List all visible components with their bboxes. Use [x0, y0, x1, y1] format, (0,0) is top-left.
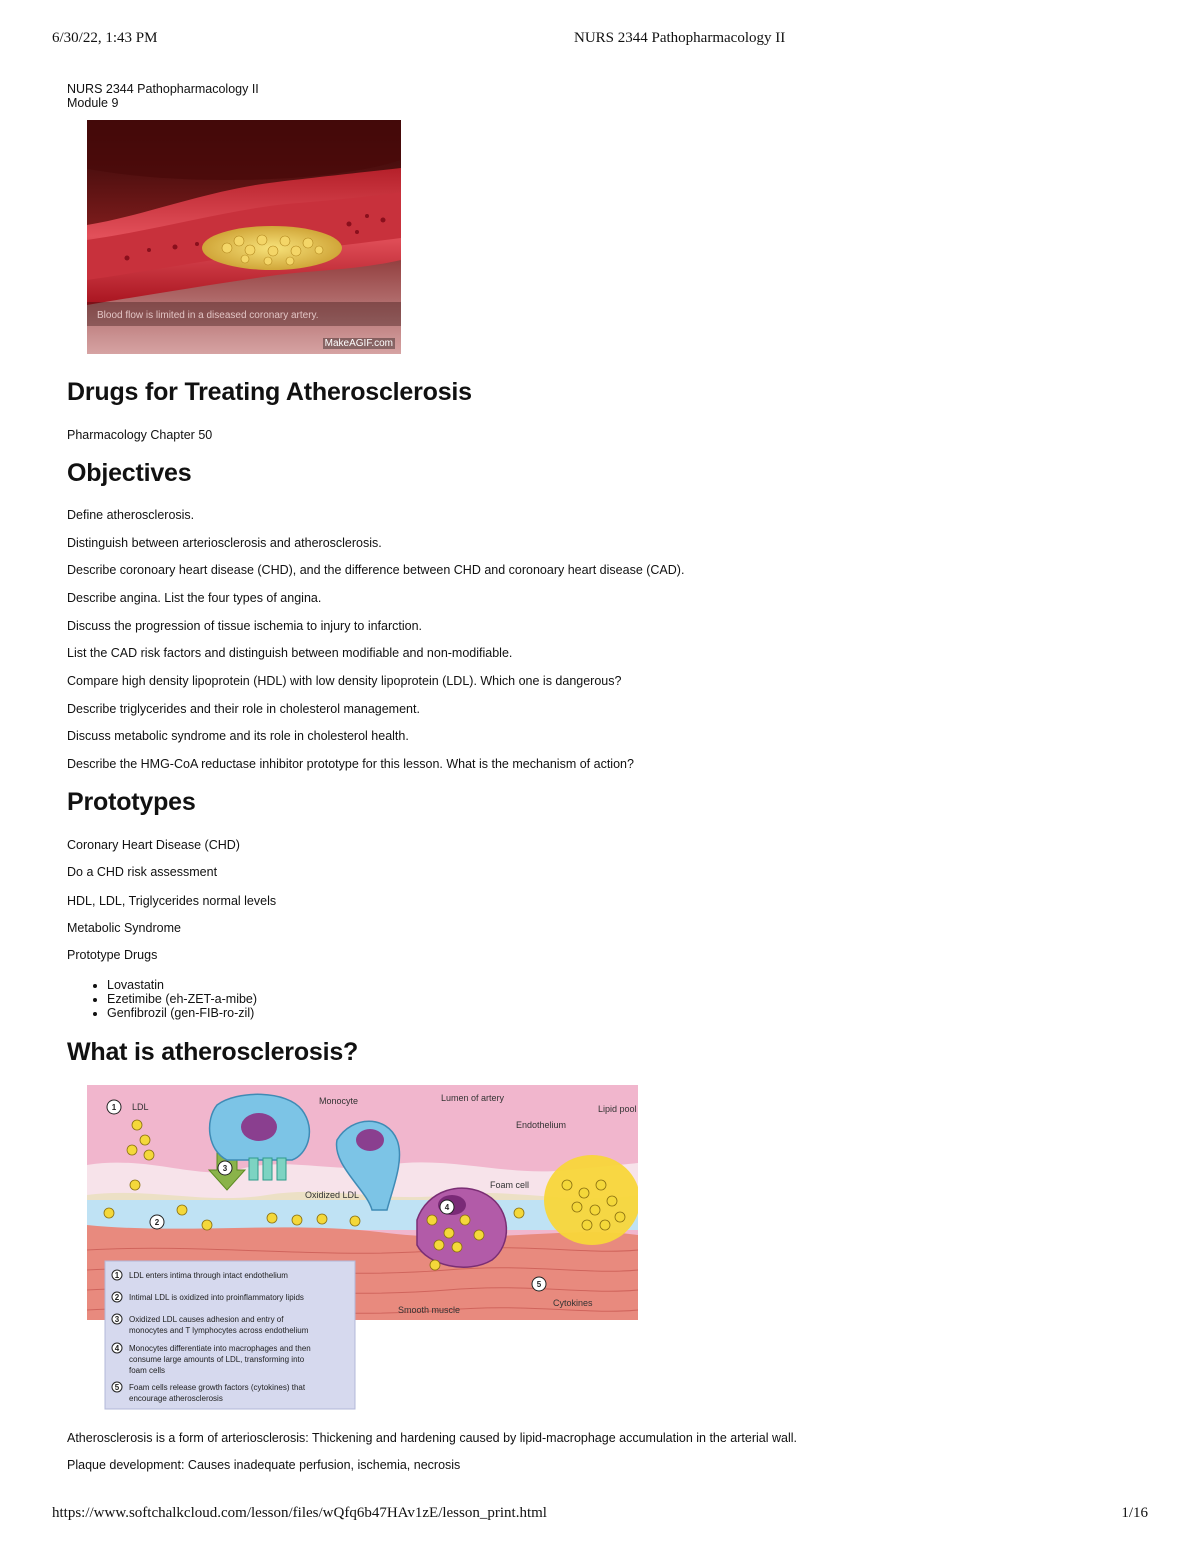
gif-watermark: MakeAGIF.com — [324, 338, 393, 349]
svg-text:foam cells: foam cells — [129, 1366, 166, 1375]
prototype-item: Prototype Drugs — [67, 948, 158, 962]
chapter-subtitle: Pharmacology Chapter 50 — [67, 428, 213, 442]
prototype-item: Coronary Heart Disease (CHD) — [67, 838, 240, 852]
svg-text:3: 3 — [222, 1164, 228, 1173]
lesson-body — [67, 0, 1147, 1553]
diagram-label-monocyte: Monocyte — [319, 1096, 359, 1106]
page-number: 1/16 — [1121, 1505, 1148, 1521]
drug-item: • Lovastatin — [107, 978, 257, 992]
svg-text:consume large amounts of LDL,: consume large amounts of LDL, transforming into — [129, 1355, 305, 1364]
atherosclerosis-heading: What is atherosclerosis? — [67, 1038, 359, 1066]
objective-item: Discuss the progression of tissue ischemia to injury to infarction. — [67, 619, 423, 633]
svg-text:monocytes and T lymphocytes ac: monocytes and T lymphocytes across endothelium — [129, 1326, 309, 1335]
objective-item: Distinguish between arteriosclerosis and atherosclerosis. — [67, 536, 382, 550]
course-name: NURS 2344 Pathopharmacology II — [67, 82, 259, 96]
diagram-label-smooth-muscle: Smooth muscle — [398, 1305, 461, 1315]
plaque-development: Plaque development: Causes inadequate perfusion, ischemia, necrosis — [67, 1458, 461, 1472]
svg-text:Monocytes differentiate into m: Monocytes differentiate into macrophages and then — [129, 1344, 311, 1353]
prototype-drug-list — [67, 978, 257, 1020]
print-title: NURS 2344 Pathopharmacology II — [574, 30, 786, 46]
svg-text:1: 1 — [114, 1271, 120, 1280]
diagram-illustration — [87, 1085, 638, 1410]
print-url[interactable]: https://www.softchalkcloud.com/lesson/files/wQfq6b47HAv1zE/lesson_print.html — [52, 1505, 547, 1521]
objective-item: Compare high density lipoprotein (HDL) with low density lipoprotein (LDL). Which one is dangerous? — [67, 674, 622, 688]
objective-item: Describe the HMG-CoA reductase inhibitor prototype for this lesson. What is the mechanism of action? — [67, 757, 634, 771]
drug-item: • Genfibrozil (gen-FIB-ro-zil) — [107, 1006, 257, 1020]
svg-text:Foam cells release growth fact: Foam cells release growth factors (cytokines) that — [129, 1383, 306, 1392]
diagram-label-oxidized-ldl: Oxidized LDL — [305, 1190, 360, 1200]
diagram-step-text: Intimal LDL is oxidized into proinflammatory lipids — [129, 1293, 304, 1302]
lesson-title: Drugs for Treating Atherosclerosis — [67, 378, 472, 406]
svg-text:2: 2 — [114, 1293, 120, 1302]
diagram-label-foam-cell: Foam cell — [490, 1180, 530, 1190]
module-label: Module 9 — [67, 96, 119, 110]
diagram-label-lumen: Lumen of artery — [441, 1093, 505, 1103]
diagram-step-text: LDL enters intima through intact endothelium — [129, 1271, 288, 1280]
svg-text:4: 4 — [444, 1203, 450, 1212]
atherosclerosis-diagram — [87, 1085, 638, 1410]
svg-text:1: 1 — [111, 1103, 117, 1112]
prototype-item: Do a CHD risk assessment — [67, 865, 218, 879]
atherosclerosis-definition: Atherosclerosis is a form of arteriosclerosis: Thickening and hardening caused by lipid-macrophage accumulation in the arterial wall. — [67, 1431, 797, 1445]
prototype-item: Metabolic Syndrome — [67, 921, 181, 935]
objective-item: List the CAD risk factors and distinguish between modifiable and non-modifiable. — [67, 646, 513, 660]
diagram-label-endothelium: Endothelium — [516, 1120, 567, 1130]
svg-text:5: 5 — [536, 1280, 542, 1289]
prototypes-heading: Prototypes — [67, 788, 196, 816]
gif-caption: Blood flow is limited in a diseased coronary artery. — [97, 310, 319, 321]
svg-text:3: 3 — [114, 1315, 120, 1324]
objectives-heading: Objectives — [67, 459, 192, 487]
prototype-item: HDL, LDL, Triglycerides normal levels — [67, 894, 277, 908]
objective-item: Discuss metabolic syndrome and its role in cholesterol health. — [67, 729, 409, 743]
diagram-label-ldl: LDL — [132, 1102, 149, 1112]
svg-text:encourage atherosclerosis: encourage atherosclerosis — [129, 1394, 223, 1403]
print-datetime: 6/30/22, 1:43 PM — [52, 30, 158, 46]
svg-text:5: 5 — [114, 1383, 120, 1392]
objective-item: Describe coronoary heart disease (CHD), and the difference between CHD and coronoary heart disease (CAD). — [67, 563, 685, 577]
svg-text:4: 4 — [114, 1344, 120, 1353]
diagram-label-cytokines: Cytokines — [553, 1298, 593, 1308]
diagram-label-lipid-pool: Lipid pool — [598, 1104, 637, 1114]
objective-item: Describe triglycerides and their role in cholesterol management. — [67, 702, 420, 716]
svg-text:Oxidized LDL causes adhesion a: Oxidized LDL causes adhesion and entry of — [129, 1315, 284, 1324]
objective-item: Define atherosclerosis. — [67, 508, 195, 522]
svg-text:2: 2 — [154, 1218, 160, 1227]
drug-item: • Ezetimibe (eh-ZET-a-mibe) — [107, 992, 257, 1006]
objective-item: Describe angina. List the four types of angina. — [67, 591, 322, 605]
